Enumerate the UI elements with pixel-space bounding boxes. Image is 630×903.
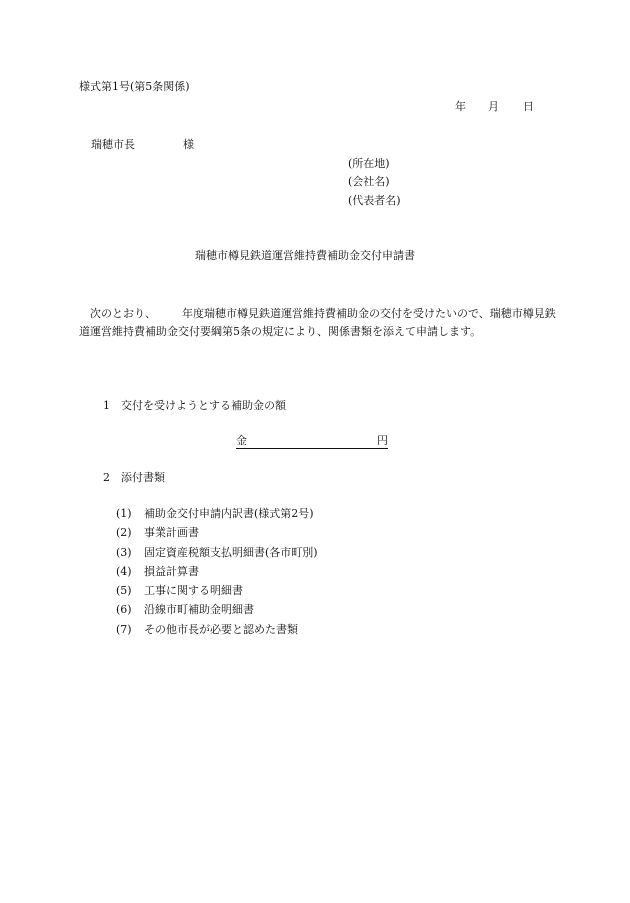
section-subsidy-amount (103, 399, 286, 412)
list-item-text: 補助金交付申請内訳書(様式第2号) (144, 507, 314, 520)
list-item-text: 工事に関する明細書 (144, 584, 243, 598)
list-item-number: (1) (116, 507, 132, 520)
recipient (91, 138, 194, 151)
list-item (116, 603, 318, 622)
list-item-number: (4) (116, 564, 132, 578)
list-item-number: (5) (116, 584, 132, 598)
section-1-number: 1 (103, 399, 110, 412)
list-item-number: (3) (116, 545, 132, 559)
list-item (116, 526, 318, 545)
list-item (116, 546, 318, 565)
applicant-representative-label: (代表者名) (348, 194, 401, 207)
list-item (116, 565, 318, 584)
list-item-text: 事業計画書 (144, 526, 199, 540)
section-2-label: 添付書類 (121, 471, 165, 484)
section-2-number: 2 (103, 471, 110, 484)
recipient-name: 瑞穂市長 (91, 138, 135, 151)
list-item-number: (7) (116, 622, 132, 636)
amount-prefix: 金 (236, 434, 247, 447)
form-number: 様式第1号(第5条関係) (79, 80, 190, 93)
list-item (116, 584, 318, 603)
body-paragraph (79, 305, 559, 341)
recipient-honorific: 様 (183, 138, 194, 151)
section-attachments (103, 471, 165, 484)
list-item-text: その他市長が必要と認めた書類 (144, 622, 298, 636)
date-line (455, 100, 534, 113)
section-1-label: 交付を受けようとする補助金の額 (121, 399, 286, 412)
list-item-text: 固定資産税額支払明細書(各市町別) (144, 545, 318, 559)
day-label: 日 (523, 100, 534, 113)
list-item-text: 沿線市町補助金明細書 (144, 603, 254, 617)
list-item (116, 507, 318, 526)
list-item (116, 623, 318, 642)
attachment-list (116, 507, 318, 642)
applicant-address-label: (所在地) (348, 157, 390, 170)
body-text-part2: 年度瑞穂市樽見鉄道運営維持費補助金の交付を受けたいので、瑞穂市樽見鉄道運営維持費補助金交付要綱第5条の規定により、関係書類を添えて申請します。 (79, 307, 556, 338)
amount-line (236, 434, 388, 449)
list-item-text: 損益計算書 (144, 564, 199, 578)
list-item-number: (6) (116, 603, 132, 617)
applicant-company-label: (会社名) (348, 175, 390, 188)
month-label: 月 (488, 100, 499, 113)
body-text-part1: 次のとおり、 (90, 307, 156, 320)
amount-suffix: 円 (377, 434, 388, 447)
year-label: 年 (455, 100, 466, 113)
list-item-number: (2) (116, 526, 132, 540)
document-title: 瑞穂市樽見鉄道運営維持費補助金交付申請書 (195, 249, 415, 262)
